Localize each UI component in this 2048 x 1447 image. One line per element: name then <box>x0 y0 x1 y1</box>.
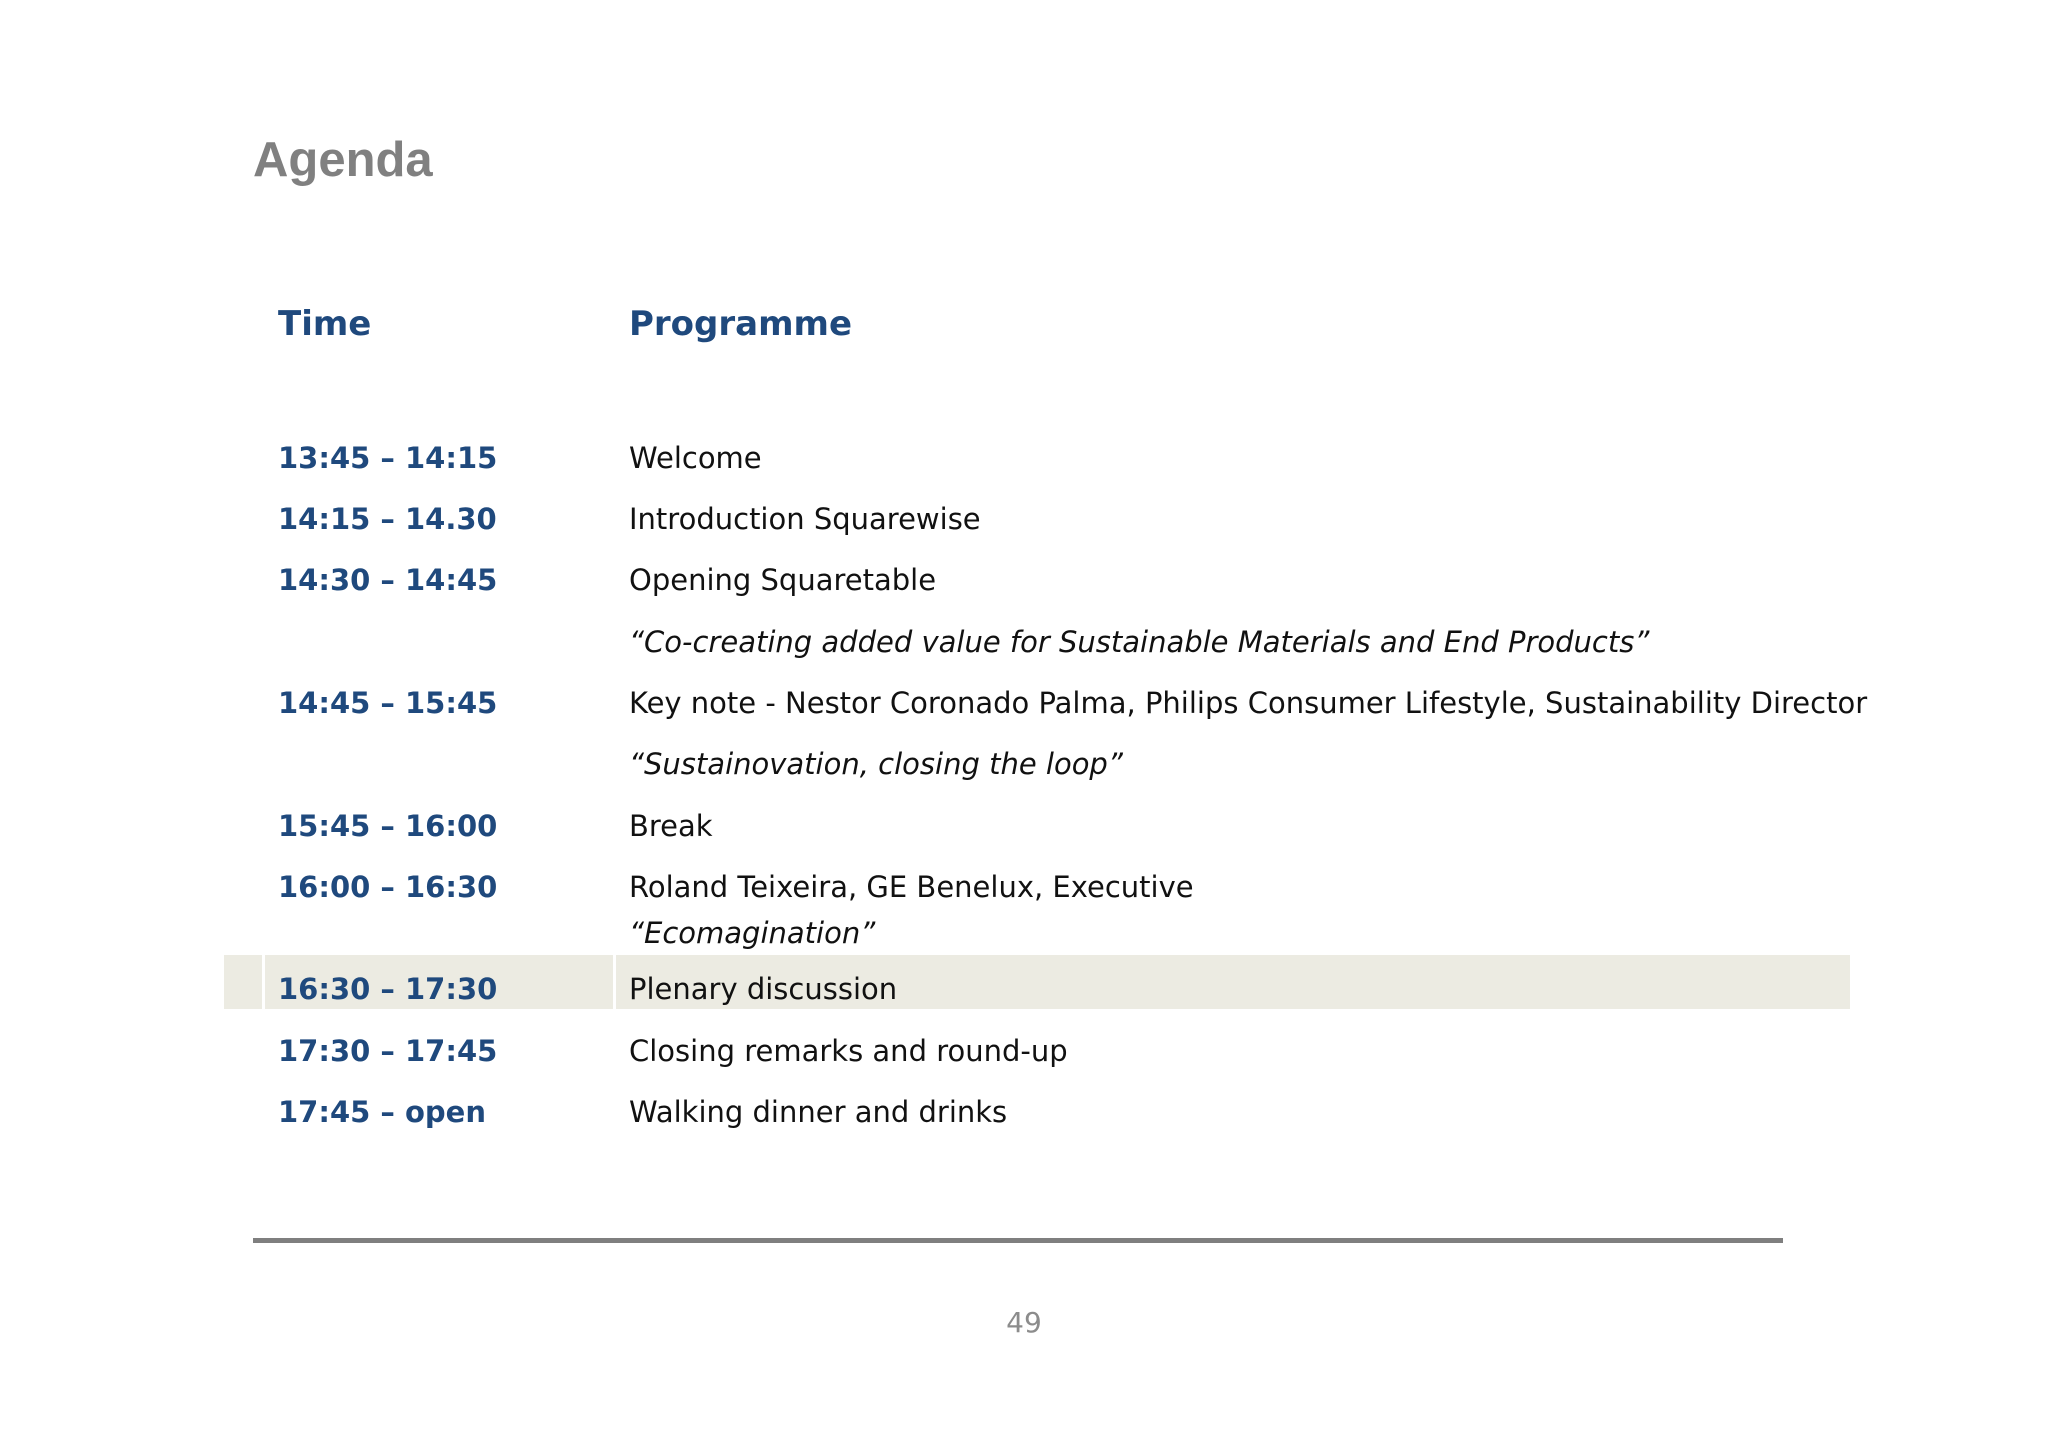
agenda-programme: Welcome <box>629 441 762 475</box>
agenda-time: 15:45 – 16:00 <box>278 809 498 843</box>
agenda-programme-quote: “Co-creating added value for Sustainable Materials and End Products” <box>629 625 1650 659</box>
agenda-time: 16:00 – 16:30 <box>278 870 498 904</box>
highlight-divider <box>613 955 616 1009</box>
column-header-time: Time <box>278 304 372 344</box>
agenda-programme: Plenary discussion <box>629 972 898 1006</box>
highlight-divider <box>262 955 265 1009</box>
agenda-programme: Roland Teixeira, GE Benelux, Executive <box>629 870 1194 904</box>
agenda-time: 14:30 – 14:45 <box>278 563 498 597</box>
agenda-programme: Opening Squaretable <box>629 563 937 597</box>
agenda-programme: Key note - Nestor Coronado Palma, Philips Consumer Lifestyle, Sustainability Director <box>629 686 1868 720</box>
agenda-time: 16:30 – 17:30 <box>278 972 498 1006</box>
page-title: Agenda <box>253 133 433 187</box>
agenda-time: 13:45 – 14:15 <box>278 441 498 475</box>
agenda-time: 17:30 – 17:45 <box>278 1034 498 1068</box>
agenda-programme-subtitle: “Ecomagination” <box>629 916 876 950</box>
agenda-programme: Closing remarks and round-up <box>629 1034 1068 1068</box>
page-number: 49 <box>1006 1306 1042 1339</box>
agenda-programme: Walking dinner and drinks <box>629 1095 1008 1129</box>
agenda-time: 14:45 – 15:45 <box>278 686 498 720</box>
agenda-programme: Introduction Squarewise <box>629 502 981 536</box>
agenda-programme-quote: “Sustainovation, closing the loop” <box>629 747 1123 781</box>
agenda-programme: Break <box>629 809 713 843</box>
footer-rule <box>253 1238 1783 1243</box>
agenda-time: 14:15 – 14.30 <box>278 502 497 536</box>
agenda-time: 17:45 – open <box>278 1095 486 1129</box>
column-header-programme: Programme <box>629 304 853 344</box>
